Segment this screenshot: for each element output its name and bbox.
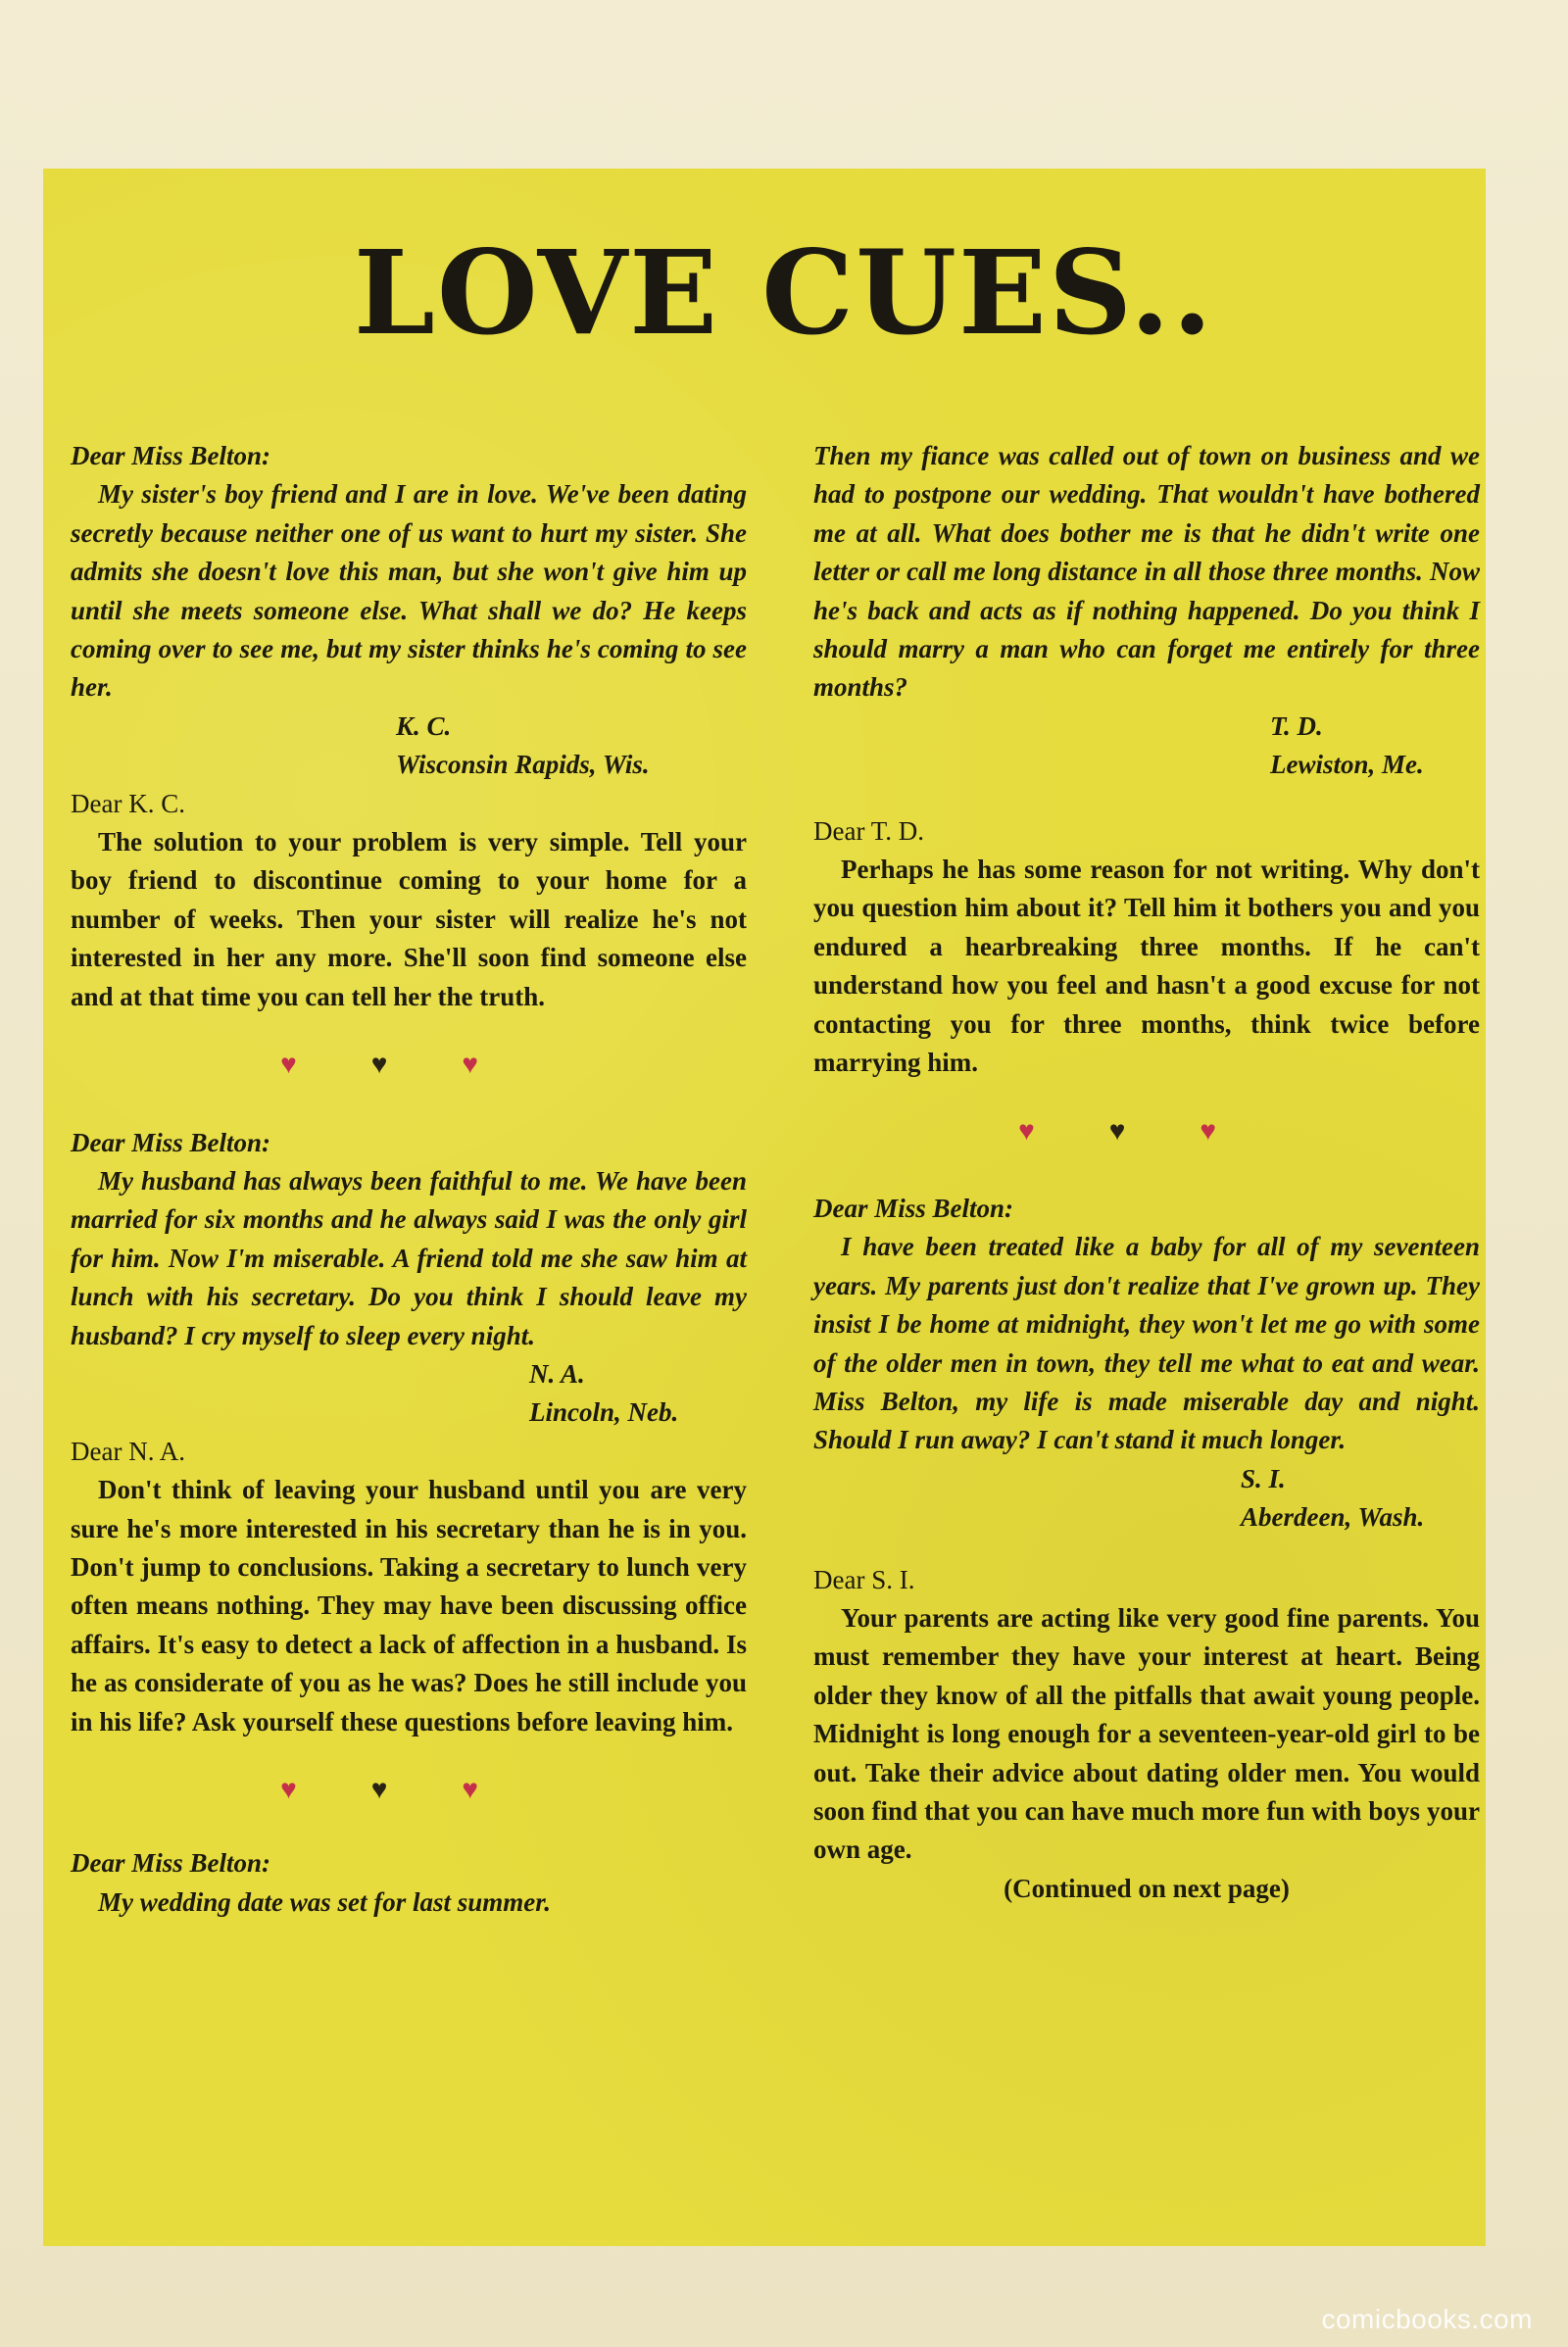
letter-salutation: Dear Miss Belton: xyxy=(71,441,271,470)
letter-salutation: Dear Miss Belton: xyxy=(813,1193,1014,1223)
heart-divider xyxy=(813,1112,1480,1150)
reply-body: Your parents are acting like very good fine parents. You must remember they have your interest at heart. Being older they know of all the pitfalls that await young people. Midnight is long enough for a seventeen-year-old girl to be out. Take their advice about dating older men. You would soon find that you can have much more fun with boys your own age. xyxy=(813,1602,1480,1865)
letter-place: Wisconsin Rapids, Wis. xyxy=(396,750,650,780)
reply-body: The solution to your problem is very simple. Tell your boy friend to discontinue coming to your home for a number of weeks. Then your sister will realize he's not interested in her any more. She'll soon find someone else and at that time you can tell her the truth. xyxy=(71,827,747,1011)
letter-initials: N. A. xyxy=(529,1358,585,1389)
reply-salutation: Dear S. I. xyxy=(813,1564,915,1594)
heart-icon: ♥ xyxy=(370,1775,388,1805)
letter-body: My sister's boy friend and I are in love. We've been dating secretly because neither one of us want to hurt my sister. She admits she doesn't love this man, but she won't give him up until she meets someone else. What shall we do? He keeps coming over to see me, but my sister thinks he's coming to see her. xyxy=(71,479,747,703)
heart-icon: ♥ xyxy=(462,1050,478,1081)
heart-icon: ♥ xyxy=(1108,1115,1126,1147)
letter-salutation: Dear Miss Belton: xyxy=(71,1127,271,1157)
heart-icon: ♥ xyxy=(280,1775,297,1805)
letter-salutation: Dear Miss Belton: xyxy=(71,1848,271,1879)
left-column xyxy=(71,437,747,1922)
letter-place: Lewiston, Me. xyxy=(1270,750,1424,780)
continued-note: (Continued on next page) xyxy=(1004,1873,1290,1903)
letter-body: I have been treated like a baby for all of my seventeen years. My parents just don't realize that I've grown up. They insist I be home at midnight, they won't let me go with some of the older men in town, they tell me what to eat and wear. Miss Belton, my life is made miserable day and night. Should I run away? I can't stand it much longer. xyxy=(813,1232,1480,1455)
heart-icon: ♥ xyxy=(1018,1115,1035,1147)
letter-place: Lincoln, Neb. xyxy=(529,1397,679,1428)
heart-icon: ♥ xyxy=(1200,1115,1216,1147)
reply-salutation: Dear K. C. xyxy=(71,788,185,818)
reply-salutation: Dear N. A. xyxy=(71,1436,185,1466)
page-title: LOVE CUES.. xyxy=(353,224,1215,361)
reply-body: Don't think of leaving your husband until you are very sure he's more interested in his secretary than he is in you. Don't jump to conclusions. Taking a secretary to lunch very often means nothing. They may have been discussing office affairs. It's easy to detect a lack of affection in a husband. Is he as considerate of you as he was? Does he still include you in his life? Ask yourself these questions before leaving him. xyxy=(71,1475,747,1736)
heart-icon: ♥ xyxy=(370,1050,388,1081)
heart-icon: ♥ xyxy=(462,1775,478,1805)
right-column xyxy=(813,437,1480,1908)
reply-body: Perhaps he has some reason for not writing. Why don't you question him about it? Tell him it bothers you and you endured a hearbreaking three months. If he can't understand how you feel and hasn't a good excuse for not contacting you for three months, think twice before marrying him. xyxy=(813,855,1480,1078)
reply-salutation: Dear T. D. xyxy=(813,815,924,846)
letter-initials: T. D. xyxy=(1270,710,1323,741)
letter-place: Aberdeen, Wash. xyxy=(1241,1502,1425,1533)
letter-body: My husband has always been faithful to me. We have been married for six months and he always said I was the only girl for him. Now I'm miserable. A friend told me she saw him at lunch with his secretary. Do you think I should leave my husband? I cry myself to sleep every night. xyxy=(71,1165,747,1350)
letter-initials: K. C. xyxy=(396,710,452,741)
heart-divider xyxy=(71,1046,747,1084)
letter-initials: S. I. xyxy=(1241,1463,1286,1493)
letter-body-continued: Then my fiance was called out of town on business and we had to postpone our wedding. That wouldn't have bothered me at all. What does bother me is that he didn't write one letter or call me long distance in all those three months. Now he's back and acts as if nothing happened. Do you think I should marry a man who can forget me entirely for three months? xyxy=(813,441,1480,703)
watermark: comicbooks.com xyxy=(1321,2304,1533,2334)
letter-body: My wedding date was set for last summer. xyxy=(98,1886,552,1917)
heart-icon: ♥ xyxy=(280,1050,297,1081)
heart-divider xyxy=(71,1771,747,1809)
